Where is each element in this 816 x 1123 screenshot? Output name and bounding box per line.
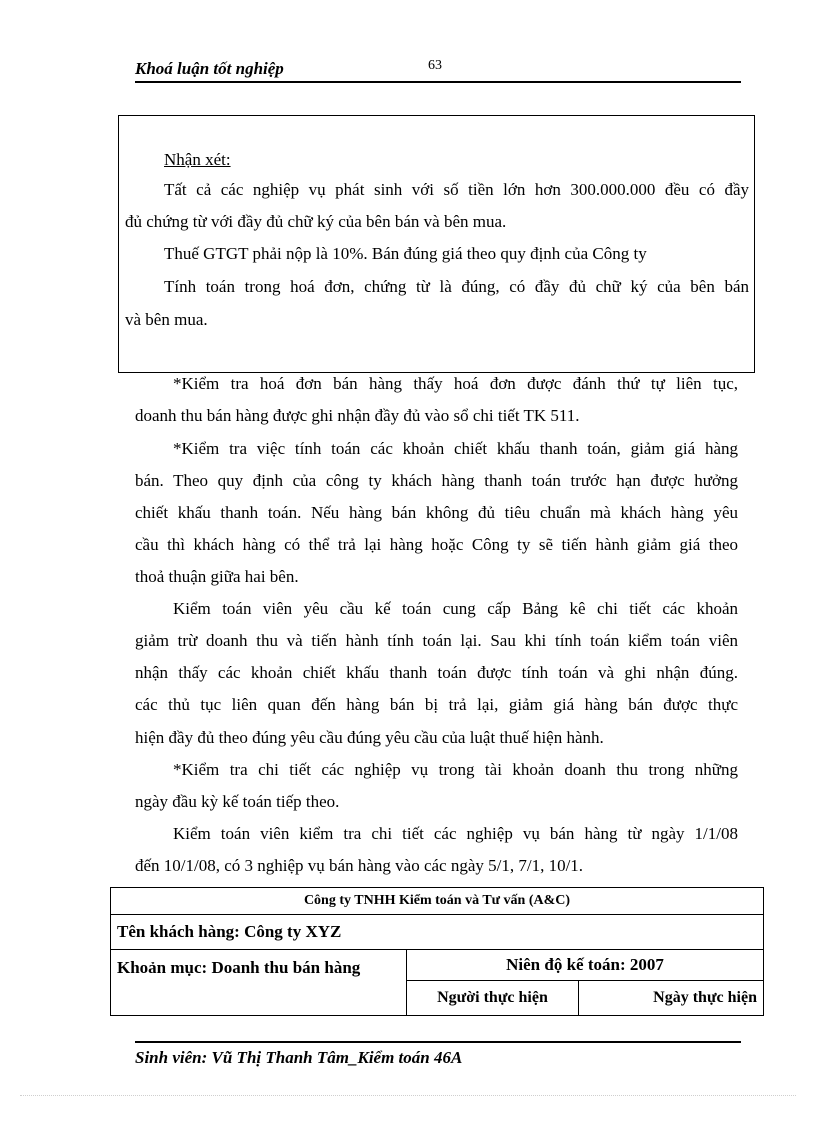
footer-author: Sinh viên: Vũ Thị Thanh Tâm_Kiểm toán 46A (135, 1048, 463, 1067)
body-line: chiết khấu thanh toán. Nếu hàng bán không đủ tiêu chuẩn mà khách hàng yêu (135, 503, 738, 522)
date-header: Ngày thực hiện (579, 981, 764, 1016)
body-line: giảm trừ doanh thu và tiến hành tính toán lại. Sau khi tính toán kiểm toán viên (135, 631, 738, 650)
page-bottom-divider (20, 1095, 796, 1096)
header-title: Khoá luận tốt nghiệp (135, 59, 284, 78)
page-header (135, 57, 741, 83)
body-line: *Kiểm tra chi tiết các nghiệp vụ trong tài khoản doanh thu trong những (173, 760, 738, 779)
body-line: đến 10/1/08, có 3 nghiệp vụ bán hàng vào các ngày 5/1, 7/1, 10/1. (135, 856, 584, 875)
body-line: thoả thuận giữa hai bên. (135, 567, 299, 586)
body-line: nhận thấy các khoản chiết khấu thanh toán được tính toán và ghi nhận đúng. (135, 663, 738, 682)
body-line: Kiểm toán viên kiểm tra chi tiết các nghiệp vụ bán hàng từ ngày 1/1/08 (173, 824, 738, 843)
body-line: hiện đầy đủ theo đúng yêu cầu đúng yêu cầu của luật thuế hiện hành. (135, 728, 604, 747)
remarks-line: Tính toán trong hoá đơn, chứng từ là đúng, có đầy đủ chữ ký của bên bán (164, 277, 749, 296)
body-line: *Kiểm tra việc tính toán các khoản chiết khấu thanh toán, giảm giá hàng (173, 439, 738, 458)
client-name: Tên khách hàng: Công ty XYZ (111, 915, 764, 950)
body-line: doanh thu bán hàng được ghi nhận đầy đủ vào sổ chi tiết TK 511. (135, 406, 580, 425)
remarks-box (118, 115, 755, 373)
remarks-line: Thuế GTGT phải nộp là 10%. Bán đúng giá theo quy định của Công ty (164, 244, 647, 263)
performer-header: Người thực hiện (407, 981, 579, 1016)
account-item: Khoản mục: Doanh thu bán hàng (111, 950, 407, 1016)
body-line: các thủ tục liên quan đến hàng bán bị trả lại, giảm giá hàng bán được thực (135, 695, 738, 714)
body-line: bán. Theo quy định của công ty khách hàng thanh toán trước hạn được hưởng (135, 471, 738, 490)
body-line: cầu thì khách hàng có thể trả lại hàng hoặc Công ty sẽ tiến hành giảm giá theo (135, 535, 738, 554)
audit-firm-name: Công ty TNHH Kiểm toán và Tư vấn (A&C) (111, 888, 764, 915)
remarks-line: đủ chứng từ với đầy đủ chữ ký của bên bán và bên mua. (125, 212, 507, 231)
page-footer (135, 1041, 741, 1067)
fiscal-period: Niên độ kế toán: 2007 (407, 950, 764, 981)
body-line: Kiểm toán viên yêu cầu kế toán cung cấp Bảng kê chi tiết các khoản (173, 599, 738, 618)
page-number: 63 (428, 58, 442, 73)
audit-working-paper-table (110, 887, 764, 1016)
remarks-title: Nhận xét: (164, 150, 231, 169)
body-line: ngày đầu kỳ kế toán tiếp theo. (135, 792, 340, 811)
remarks-line: và bên mua. (125, 310, 208, 329)
remarks-line: Tất cả các nghiệp vụ phát sinh với số tiền lớn hơn 300.000.000 đều có đầy (164, 180, 749, 199)
body-line: *Kiểm tra hoá đơn bán hàng thấy hoá đơn được đánh thứ tự liên tục, (173, 374, 738, 393)
